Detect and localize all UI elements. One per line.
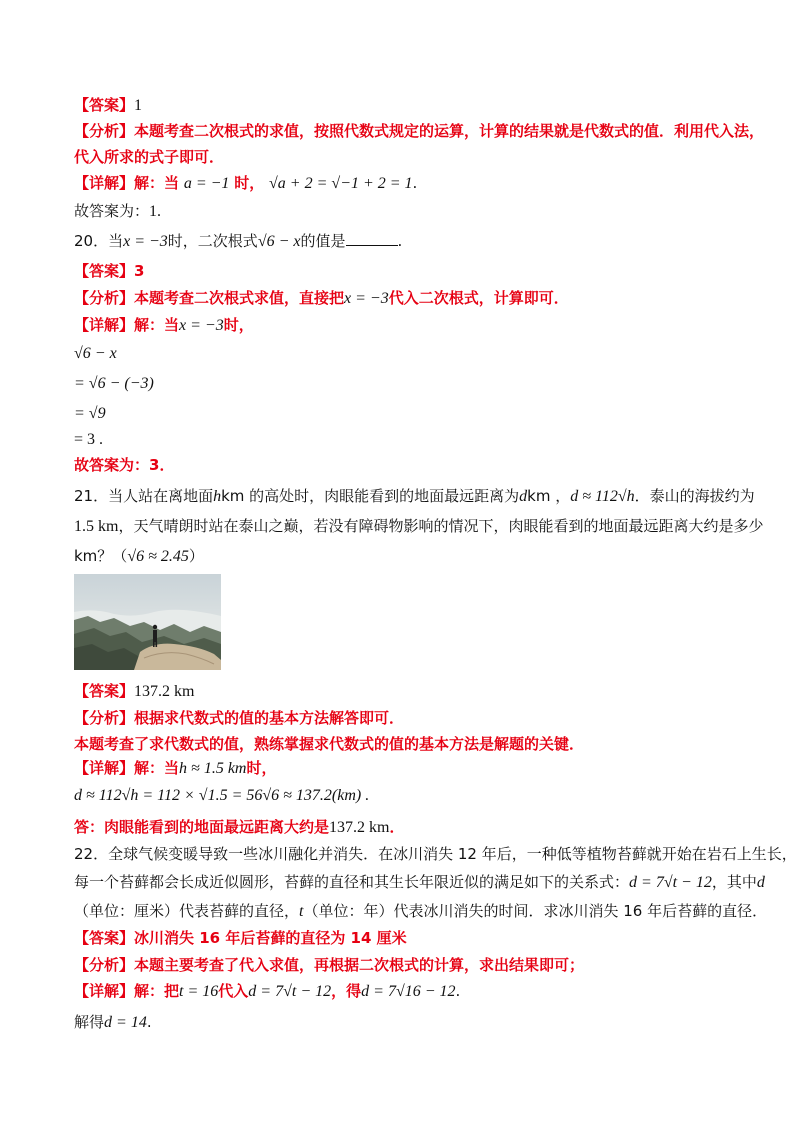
var-h: h [213, 488, 222, 505]
analysis-text: 本题考查二次根式求值，直接把 [134, 289, 345, 307]
step-expression: √6 − x [74, 345, 117, 362]
q21-analysis [74, 707, 740, 729]
detail-text: 解：把 [134, 982, 180, 1000]
q21-analysis-cont [74, 733, 740, 755]
answer-tag: 【答案】 [74, 929, 135, 947]
q19-analysis [74, 120, 765, 142]
analysis-tag: 【分析】 [74, 709, 135, 727]
analysis-condition: x = −3 [344, 290, 389, 307]
detail-mid: 时， [246, 759, 277, 777]
q21-detail [74, 757, 740, 780]
detail-end: . [455, 982, 461, 1000]
detail-text: 解：当 [134, 174, 180, 192]
var-t: t [299, 903, 304, 920]
mountain-photo [74, 574, 221, 670]
stem-text: ，天气晴朗时站在泰山之巅，若没有障碍物影响的情况下，肉眼能看到的地面最远距离大约是多少 [118, 517, 764, 535]
q22-stem-line2 [74, 871, 765, 894]
result-end: . [146, 1013, 152, 1031]
q21-stem-line2 [74, 515, 764, 538]
stem-text: 22．全球气候变暖导致一些冰川融化并消失．在冰川消失 12 年后，一种低等植物苔藓就开始在岩石上生长， [74, 845, 797, 863]
detail-tag: 【详解】 [74, 174, 135, 192]
stem-text: 21．当人站在离地面 [74, 487, 214, 505]
q21-calc [74, 784, 740, 807]
detail-formula: d = 7√t − 12 [248, 983, 332, 1000]
q21-stem-line1 [74, 485, 755, 508]
stem-text: ） [188, 547, 204, 565]
answer-tag: 【答案】 [74, 682, 135, 700]
analysis-text: 本题主要考查了代入求值，再根据二次根式的计算，求出结果即可； [134, 956, 585, 974]
stem-expression: √6 − x [257, 233, 301, 250]
detail-formula-sub: d = 7√16 − 12 [361, 983, 456, 1000]
altitude: 1.5 km [74, 518, 119, 535]
answer-value: 137.2 km [134, 683, 195, 700]
analysis-text: 本题考查二次根式的求值，按照代数式规定的运算，计算的结果就是代数式的值．利用代入法， [134, 122, 765, 140]
final-text: 答：肉眼能看到的地面最远距离大约是 [74, 818, 330, 836]
q20-step-4 [74, 428, 740, 451]
detail-value: t = 16 [179, 983, 219, 1000]
answer-tag: 【答案】 [74, 96, 135, 114]
calc-expression: d ≈ 112√h = 112 × √1.5 = 56√6 ≈ 137.2(km) . [74, 787, 370, 804]
step-expression: = √6 − (−3) [74, 375, 154, 392]
formula: d ≈ 112√h [570, 488, 635, 505]
step-expression: = √9 [74, 405, 106, 422]
detail-text: ，得 [331, 982, 362, 1000]
stem-text: ，其中 [711, 873, 757, 891]
detail-text: 解：当 [134, 759, 180, 777]
formula: d = 7√t − 12 [629, 874, 712, 891]
stem-text: km？（ [74, 547, 128, 565]
q19-detail [74, 172, 740, 195]
answer-blank [346, 231, 398, 246]
hint-formula: √6 ≈ 2.45 [127, 548, 189, 565]
detail-tag: 【详解】 [74, 316, 135, 334]
final-label: 故答案为：3． [74, 456, 175, 474]
q22-stem-line3 [74, 900, 768, 923]
q20-step-2 [74, 372, 740, 395]
q20-step-1 [74, 342, 740, 365]
q19-analysis-cont [74, 146, 740, 168]
q20-stem [74, 230, 740, 253]
final-value: 1. [149, 203, 162, 220]
q21-stem-line3 [74, 545, 740, 568]
detail-tag: 【详解】 [74, 759, 135, 777]
stem-text: 的值是 [300, 232, 346, 250]
stem-text: km ， [527, 487, 571, 505]
analysis-text: 代入二次根式，计算即可． [388, 289, 569, 307]
stem-text: ．泰山的海拔约为 [634, 487, 755, 505]
answer-value: 冰川消失 16 年后苔藓的直径为 14 厘米 [134, 929, 407, 947]
detail-mid: 时， [234, 174, 265, 192]
stem-condition: x = −3 [123, 233, 168, 250]
detail-condition: a = −1 [183, 175, 230, 192]
stem-text: km 的高处时，肉眼能看到的地面最远距离为 [221, 487, 520, 505]
q22-stem-line1 [74, 843, 797, 865]
result-text: 解得 [74, 1013, 105, 1031]
analysis-tag: 【分析】 [74, 289, 135, 307]
var-d: d [756, 874, 765, 891]
q20-step-3 [74, 402, 740, 425]
stem-end: . [397, 232, 403, 250]
stem-text: （单位：年）代表冰川消失的时间．求冰川消失 16 年后苔藓的直径． [303, 902, 768, 920]
var-d: d [519, 488, 528, 505]
answer-value: 1 [134, 97, 143, 114]
final-label: 故答案为： [74, 202, 150, 220]
detail-tag: 【详解】 [74, 982, 135, 1000]
stem-text: 时，二次根式 [167, 232, 258, 250]
q20-detail [74, 314, 740, 337]
q19-final [74, 200, 740, 223]
q20-final [74, 454, 740, 476]
detail-end: . [412, 174, 418, 192]
q19-answer [74, 94, 740, 117]
answer-value: 3 [134, 262, 145, 280]
stem-text: 20．当 [74, 232, 124, 250]
final-end: ． [389, 818, 405, 836]
detail-expression: √a + 2 = √−1 + 2 = 1 [268, 175, 413, 192]
analysis-text: 代入所求的式子即可． [74, 148, 225, 166]
q20-analysis [74, 287, 740, 310]
final-value: 137.2 km [329, 819, 390, 836]
detail-condition: x = −3 [179, 317, 224, 334]
stem-text: （单位：厘米）代表苔藓的直径， [74, 902, 300, 920]
analysis-text: 本题考查了求代数式的值，熟练掌握求代数式的值的基本方法是解题的关键． [74, 735, 585, 753]
detail-mid: 时， [223, 316, 254, 334]
detail-text: 代入 [218, 982, 249, 1000]
step-expression: = 3 . [74, 431, 104, 448]
q22-answer [74, 927, 740, 949]
q22-detail [74, 980, 740, 1003]
q20-answer [74, 260, 740, 282]
q21-answer [74, 680, 740, 703]
detail-text: 解：当 [134, 316, 180, 334]
analysis-text: 根据求代数式的值的基本方法解答即可． [134, 709, 405, 727]
q22-result [74, 1011, 740, 1034]
analysis-tag: 【分析】 [74, 956, 135, 974]
result-formula: d = 14 [104, 1014, 147, 1031]
detail-condition: h ≈ 1.5 km [179, 760, 247, 777]
q21-final [74, 816, 740, 839]
stem-text: 每一个苔藓都会长成近似圆形，苔藓的直径和其生长年限近似的满足如下的关系式： [74, 873, 630, 891]
analysis-tag: 【分析】 [74, 122, 135, 140]
answer-tag: 【答案】 [74, 262, 135, 280]
q22-analysis [74, 954, 740, 976]
